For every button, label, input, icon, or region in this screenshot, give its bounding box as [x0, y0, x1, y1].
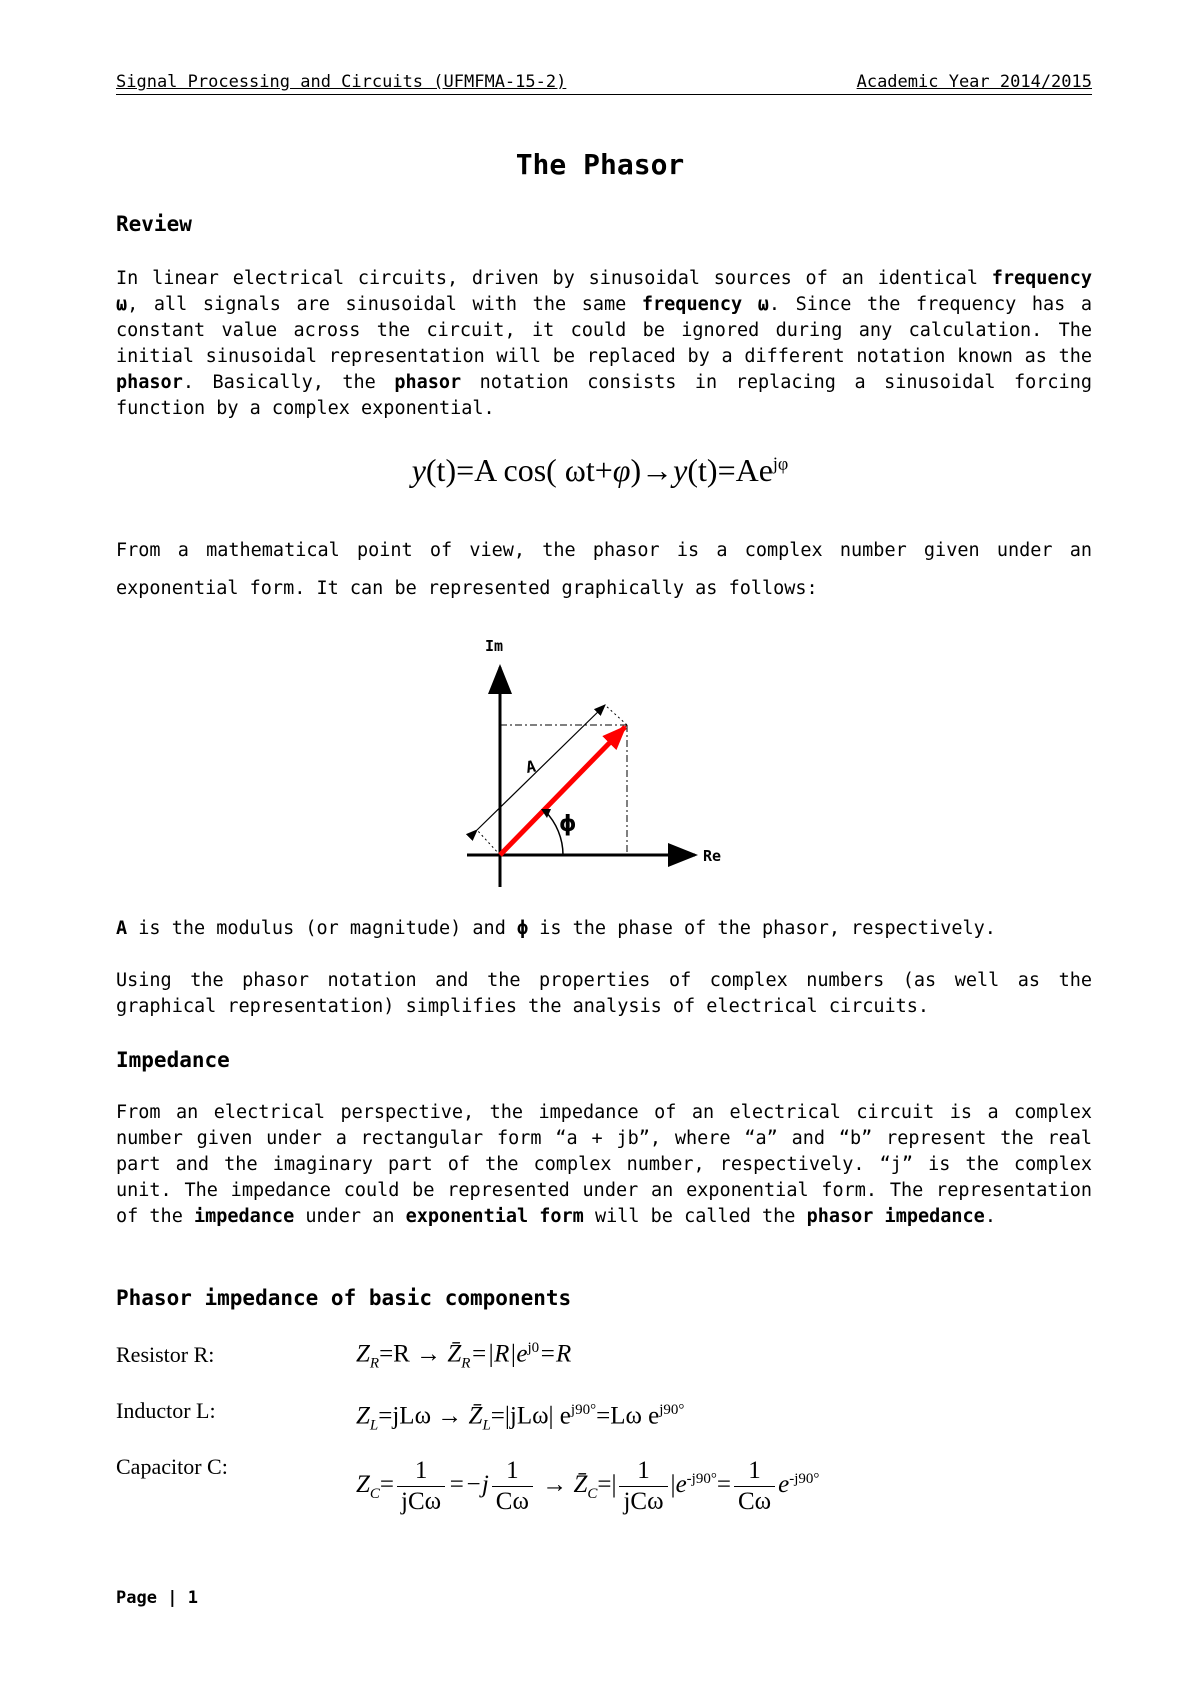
impedance-paragraph: From an electrical perspective, the impedance of an electrical circuit is a complex number given under a rectangular form “a + jb”, where “a” and “b” represent the real part and the imaginary part of the complex number, respectively. “j” is the complex unit. The impedance could be represented under an exponential form. The representation of the impedance under an exponential form will be called the phasor impedance.	[116, 1102, 1092, 1227]
course-title: Signal Processing and Circuits (UFMFMA-15-2)	[116, 72, 567, 92]
re-axis-label: Re	[703, 847, 722, 865]
review-paragraph-3: A is the modulus (or magnitude) and ϕ is the phase of the phasor, respectively.	[116, 918, 996, 939]
document-title: The Phasor	[515, 148, 685, 181]
dimension-extension-2	[605, 705, 627, 725]
inductor-equation: $Z_L=jL\omega$ → $Z̄_L=|jL\omega|$ $e^{j90^\circ}=L\omega$ $e^{j90^\circ}$	[356, 1402, 685, 1434]
review-heading: Review	[116, 212, 192, 236]
impedance-heading: Impedance	[116, 1048, 230, 1072]
review-paragraph-1: In linear electrical circuits, driven by sinusoidal sources of an identical frequency ω, all signals are sinusoidal with the same frequency ω. Since the frequency has a constant value across the circuit, it could be ignored during any calculation. The initial sinusoidal representation will be replaced by a different notation known as the phasor. Basically, the phasor notation consists in replacing a sinusoidal forcing function by a complex exponential.	[116, 268, 1092, 419]
phase-label: ϕ	[559, 812, 577, 837]
review-paragraph-4: Using the phasor notation and the properties of complex numbers (as well as the graphical representation) simplifies the analysis of electrical circuits.	[116, 970, 1092, 1017]
page-footer: Page | 1	[116, 1588, 198, 1608]
basic-components-heading: Phasor impedance of basic components	[116, 1286, 572, 1310]
magnitude-label: A	[524, 756, 538, 777]
im-axis-label: Im	[485, 637, 504, 655]
review-paragraph-2: From a mathematical point of view, the phasor is a complex number given under an exponential form. It can be represented graphically as follows:	[116, 540, 1092, 599]
resistor-equation: $Z_R=R$ → $Z̄_R=|R|e^{j0}=R$	[356, 1340, 572, 1372]
capacitor-equation: $Z_C=$ $\frac{1}{\text{jCω}}$ =−j $\frac{1}{C\omega}$ → $Z̄_C=|$ $\frac{1}{\text{jCω}}$ $|e^{-j90^\circ}=$ $\frac{1}{C\omega}$ $e^{-j90^\circ}$	[356, 1457, 820, 1515]
page-header	[116, 72, 1092, 95]
phasor-diagram	[455, 625, 745, 890]
academic-year: Academic Year 2014/2015	[856, 72, 1092, 92]
phasor-formula: y(t)=A cos( $\omega t+\varphi)\to y(t)=Ae^{j\varphi}$	[411, 452, 789, 488]
page-number: 1	[187, 1588, 198, 1608]
inductor-label: Inductor L:	[116, 1398, 216, 1423]
capacitor-label: Capacitor C:	[116, 1454, 228, 1479]
resistor-label: Resistor R:	[116, 1342, 215, 1367]
dimension-extension-1	[477, 830, 500, 855]
